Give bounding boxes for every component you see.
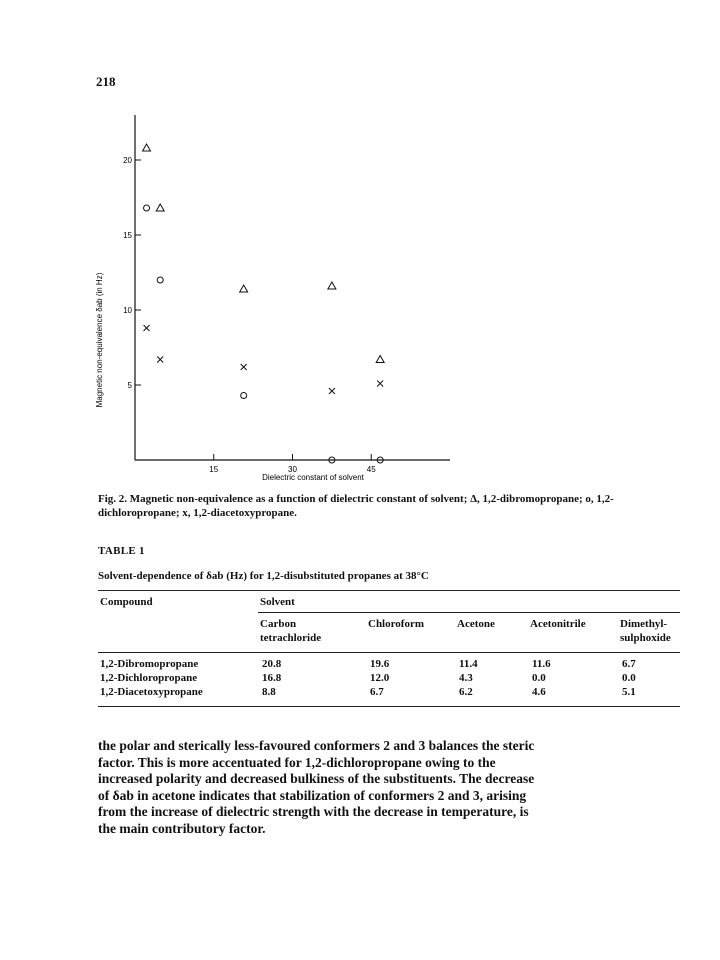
table-cell: 11.4 <box>459 658 478 670</box>
body-text-line: the main contributory factor. <box>98 820 266 836</box>
circle-point <box>144 205 150 211</box>
table-top-rule <box>98 590 680 591</box>
cross-point <box>157 357 163 363</box>
page-number: 218 <box>96 74 116 89</box>
x-tick-label: 30 <box>288 465 297 474</box>
table-cell: 0.0 <box>532 672 546 684</box>
compound-header: Compound <box>100 596 153 608</box>
table-row-compound: 1,2-Diacetoxypropane <box>100 686 203 698</box>
table-cell: 11.6 <box>532 658 551 670</box>
table-cell: 4.3 <box>459 672 473 684</box>
cross-point <box>377 381 383 387</box>
figure-caption: Fig. 2. Magnetic non-equivalence as a function of dielectric constant of solvent; Δ, 1,2-dibromopropane; o, 1,2-dichloropropane; x, 1,2-diacetoxypropane. <box>98 493 614 519</box>
chart-points <box>143 144 385 463</box>
solvent-header: Solvent <box>260 596 295 608</box>
table-bottom-rule <box>98 706 680 707</box>
table-cell: 20.8 <box>262 658 282 670</box>
body-text-line: from the increase of dielectric strength with the decrease in temperature, is <box>98 804 529 819</box>
table-cell: 6.7 <box>370 686 384 698</box>
table-cell: 6.2 <box>459 686 473 698</box>
x-tick-label: 45 <box>366 465 376 474</box>
triangle-point <box>156 204 164 211</box>
cross-point <box>241 364 247 370</box>
triangle-point <box>143 144 151 151</box>
table-caption: Solvent-dependence of δab (Hz) for 1,2-disubstituted propanes at 38°C <box>98 570 429 582</box>
table-header-rule <box>98 652 680 653</box>
column-header: tetrachloride <box>260 632 322 644</box>
triangle-point <box>240 285 248 292</box>
table-cell: 6.7 <box>622 658 636 670</box>
table-row-compound: 1,2-Dibromopropane <box>100 658 199 670</box>
triangle-point <box>328 282 336 289</box>
y-tick-label: 10 <box>123 306 132 315</box>
y-axis-label: Magnetic non-equivalence δab (in Hz) <box>95 272 104 408</box>
chart-axes <box>135 115 450 460</box>
column-header: Chloroform <box>368 618 425 630</box>
table-row-compound: 1,2-Dichloropropane <box>100 672 198 684</box>
cross-point <box>329 388 335 394</box>
table-label: TABLE 1 <box>98 545 145 557</box>
scatter-chart <box>90 100 470 490</box>
body-text-line: increased polarity and decreased bulkiness of the substituents. The decrease <box>98 771 535 786</box>
body-text-line: of δab in acetone indicates that stabilization of conformers 2 and 3, arising <box>98 787 527 803</box>
table-cell: 5.1 <box>622 686 636 698</box>
y-tick-label: 15 <box>123 231 132 240</box>
table-cell: 8.8 <box>262 686 276 698</box>
chart-ticks <box>123 156 376 474</box>
column-header: sulphoxide <box>620 632 671 644</box>
table-cell: 16.8 <box>262 672 282 684</box>
y-tick-label: 20 <box>123 156 132 165</box>
table-cell: 19.6 <box>370 658 390 670</box>
x-axis-label: Dielectric constant of solvent <box>262 473 364 482</box>
body-text <box>98 738 638 837</box>
table-cell: 4.6 <box>532 686 546 698</box>
column-header: Acetone <box>457 618 495 630</box>
table-cell: 12.0 <box>370 672 390 684</box>
y-tick-label: 5 <box>127 381 132 390</box>
body-text-line: the polar and sterically less-favoured conformers 2 and 3 balances the steric <box>98 738 535 753</box>
circle-point <box>157 277 163 283</box>
x-tick-label: 15 <box>209 465 219 474</box>
column-header: Dimethyl- <box>620 618 668 630</box>
column-header: Carbon <box>260 618 297 630</box>
solvent-rule <box>258 612 680 613</box>
table-cell: 0.0 <box>622 672 636 684</box>
circle-point <box>241 393 247 399</box>
body-text-line: factor. This is more accentuated for 1,2-dichloropropane owing to the <box>98 754 496 770</box>
triangle-point <box>376 356 384 363</box>
cross-point <box>144 325 150 331</box>
column-header: Acetonitrile <box>530 618 586 630</box>
